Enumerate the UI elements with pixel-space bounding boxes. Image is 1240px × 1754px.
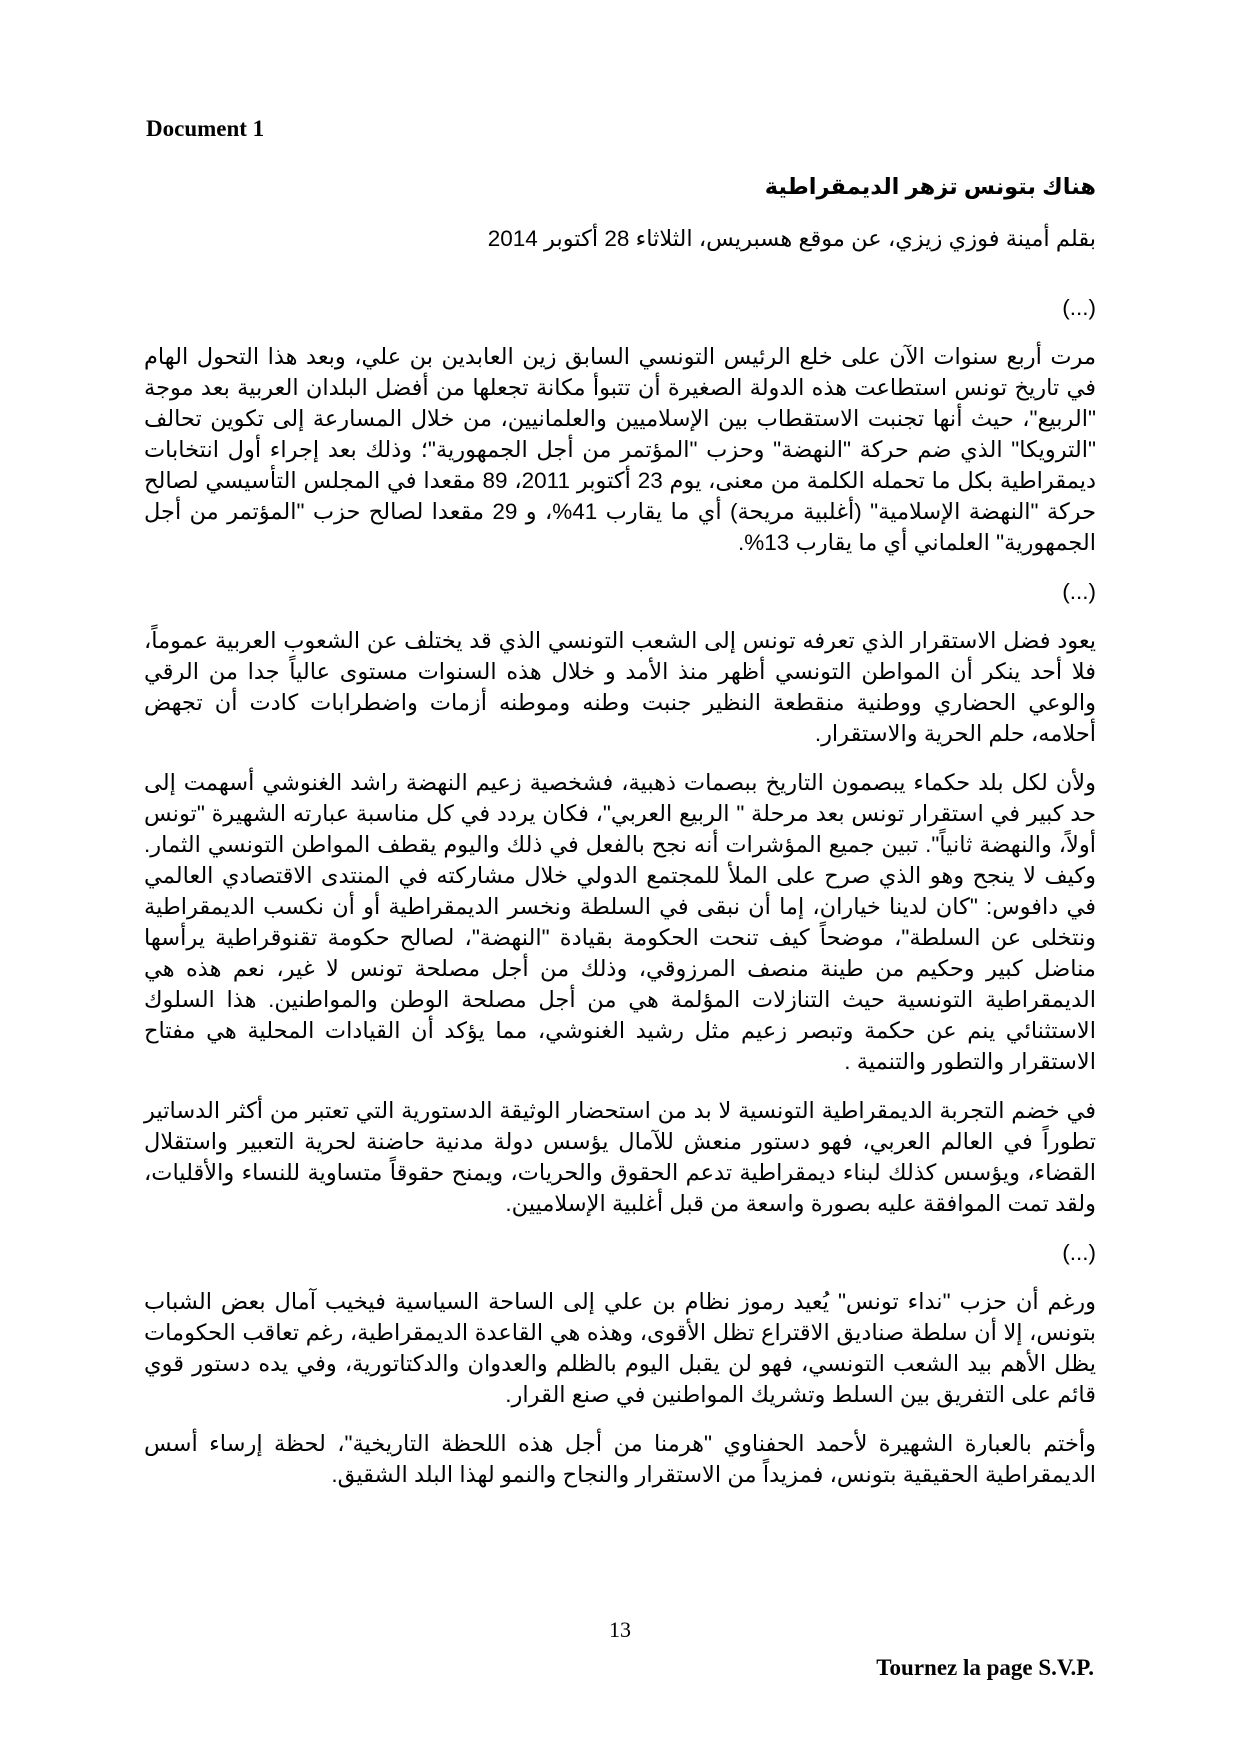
document-label: Document 1 bbox=[146, 116, 265, 141]
article-byline: بقلم أمينة فوزي زيزي، عن موقع هسبريس، الثلاثاء 28 أكتوبر 2014 bbox=[487, 226, 1096, 251]
paragraph: وأختم بالعبارة الشهيرة لأحمد الحفناوي "هرمنا من أجل هذه اللحظة التاريخية"، لحظة إرساء أسس الديمقراطية الحقيقية بتونس، فمزيداً من الاستقرار والنجاح والنمو لهذا البلد الشقيق. bbox=[144, 1431, 1096, 1487]
article bbox=[144, 170, 1096, 1508]
page-number: 13 bbox=[609, 1617, 631, 1642]
omission-marker: (...) bbox=[1062, 1240, 1096, 1265]
omission-marker: (...) bbox=[1062, 579, 1096, 604]
paragraph: يعود فضل الاستقرار الذي تعرفه تونس إلى الشعب التونسي الذي قد يختلف عن الشعوب العربية عموماً، فلا أحد ينكر أن المواطن التونسي أظهر منذ الأمد و خلال هذه السنوات مستوى عالياً جدا من الرقي والوعي الحضاري ووطنية منقطعة النظير جنبت وطنه وموطنه أزمات واضطرابات كادت أن تجهض أحلامه، حلم الحرية والاستقرار. bbox=[144, 628, 1097, 746]
paragraph: ورغم أن حزب "نداء تونس" يُعيد رموز نظام بن علي إلى الساحة السياسية فيخيب آمال بعض الشباب بتونس، إلا أن سلطة صناديق الاقتراع تظل الأقوى، وهذه هي القاعدة الديمقراطية، رغم تعاقب الحكومات يظل الأهم بيد الشعب التونسي، فهو لن يقبل اليوم بالظلم والعدوان والدكتاتورية، وفي يده دستور قوي قائم على التفريق بين السلط وتشريك المواطنين في صنع القرار. bbox=[144, 1289, 1096, 1407]
turn-page-note: Tournez la page S.V.P. bbox=[876, 1655, 1094, 1680]
omission-marker: (...) bbox=[1062, 295, 1096, 320]
article-title: هناك بتونس تزهر الديمقراطية bbox=[764, 174, 1096, 199]
paragraph: ولأن لكل بلد حكماء يبصمون التاريخ ببصمات ذهبية، فشخصية زعيم النهضة راشد الغنوشي أسهمت إلى حد كبير في استقرار تونس بعد مرحلة " الربيع العربي"، فكان يردد في كل مناسبة عبارته الشهيرة "تونس أولاً، والنهضة ثانياً". تبين جميع المؤشرات أنه نجح بالفعل في ذلك واليوم يقطف المواطن التونسي الثمار. وكيف لا ينجح وهو الذي صرح على الملأ للمجتمع الدولي خلال مشاركته في المنتدى الاقتصادي العالمي في دافوس: "كان لدينا خياران، إما أن نبقى في السلطة ونخسر الديمقراطية أو أن نكسب الديمقراطية ونتخلى عن السلطة"، موضحاً كيف تنحت الحكومة بقيادة "النهضة"، لصالح حكومة تقنوقراطية يرأسها مناضل كبير وحكيم من طينة منصف المرزوقي، وذلك من أجل مصلحة تونس لا غير، نعم هذه هي الديمقراطية التونسية حيث التنازلات المؤلمة هي من أجل مصلحة الوطن والمواطنين. هذا السلوك الاستثنائي ينم عن حكمة وتبصر زعيم مثل رشيد الغنوشي، مما يؤكد أن القيادات المحلية هي مفتاح الاستقرار والتطور والتنمية . bbox=[144, 770, 1096, 1074]
paragraph: مرت أربع سنوات الآن على خلع الرئيس التونسي السابق زين العابدين بن علي، وبعد هذا التحول الهام في تاريخ تونس استطاعت هذه الدولة الصغيرة أن تتبوأ مكانة تجعلها من أفضل البلدان العربية بعد موجة "الربيع"، حيث أنها تجنبت الاستقطاب بين الإسلاميين والعلمانيين، من خلال المسارعة إلى تكوين تحالف "الترويكا" الذي ضم حركة "النهضة" وحزب "المؤتمر من أجل الجمهورية"؛ وذلك بعد إجراء أول انتخابات ديمقراطية بكل ما تحمله الكلمة من معنى، يوم 23 أكتوبر 2011، 89 مقعدا في المجلس التأسيسي لصالح حركة "النهضة الإسلامية" (أغلبية مريحة) أي ما يقارب 41%، و 29 مقعدا لصالح حزب "المؤتمر من أجل الجمهورية" العلماني أي ما يقارب 13%. bbox=[144, 344, 1097, 555]
paragraph: في خضم التجربة الديمقراطية التونسية لا بد من استحضار الوثيقة الدستورية التي تعتبر من أكثر الدساتير تطوراً في العالم العربي، فهو دستور منعش للآمال يؤسس دولة مدنية حاضنة لحرية التعبير واستقلال القضاء، ويؤسس كذلك لبناء ديمقراطية تدعم الحقوق والحريات، ويمنح حقوقاً متساوية للنساء والأقليات، ولقد تمت الموافقة عليه بصورة واسعة من قبل أغلبية الإسلاميين. bbox=[144, 1098, 1096, 1216]
